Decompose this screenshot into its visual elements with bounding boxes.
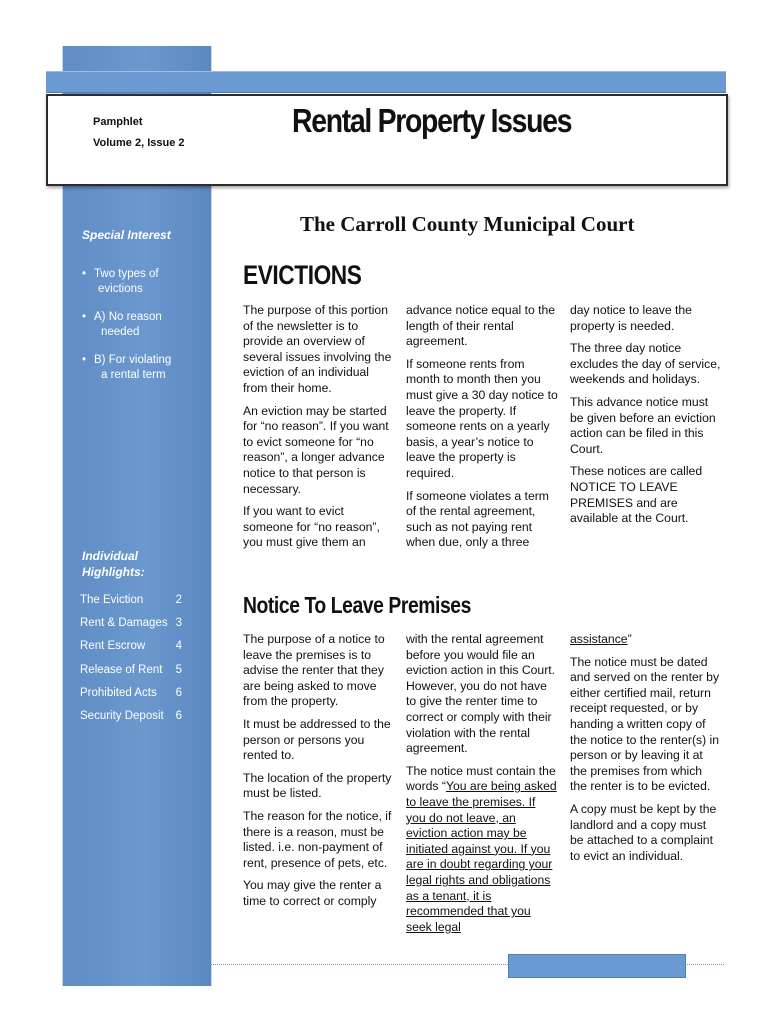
highlight-label: Release of Rent [80, 664, 163, 676]
highlight-item[interactable] [80, 640, 190, 652]
paragraph: It must be addressed to the person or persons you rented to. [243, 716, 391, 763]
bullet-dot: • [82, 268, 87, 280]
evictions-heading: EVICTIONS [243, 260, 362, 290]
sidebar-bullet [82, 310, 202, 340]
paragraph: The location of the property must be listed. [243, 770, 392, 801]
bullet-text: needed [101, 326, 140, 338]
paragraph: This advance notice must be given before an eviction action can be filed in this Court. [570, 394, 716, 456]
highlight-item[interactable] [80, 687, 190, 699]
highlight-item[interactable] [80, 710, 190, 722]
paragraph: The notice must be dated and served on the renter by either certified mail, return receipt requested, or by handing a written copy of the notice to the renter(s) in person or by leaving it at the premises from which the renter is to be evicted. [570, 654, 720, 794]
closing-quote: ” [627, 632, 632, 646]
notice-heading: Notice To Leave Premises [243, 592, 471, 618]
volume-issue-label: Volume 2, Issue 2 [93, 137, 185, 149]
paragraph: You may give the renter a time to correct or comply [243, 878, 382, 908]
highlight-page: 3 [175, 617, 182, 629]
sidebar-panel [62, 46, 212, 986]
highlights-heading-line: Individual [82, 549, 139, 563]
sidebar-bullet [82, 353, 202, 383]
highlights-heading [82, 548, 145, 580]
paragraph: If someone rents from month to month then you must give a 30 day notice to leave the property. If someone rents on a yearly basis, a year’s notice to leave the property is required. [406, 356, 558, 480]
notice-column-2 [406, 632, 558, 942]
top-accent-bar [46, 71, 726, 93]
bullet-dot: • [82, 311, 87, 323]
highlight-page: 6 [175, 710, 182, 722]
bullet-text: Two types of [94, 268, 159, 280]
paragraph: The purpose of a notice to leave the premises is to advise the renter that they are being asked to move from the property. [243, 632, 385, 709]
highlight-item[interactable] [80, 594, 190, 606]
highlight-label: Rent & Damages [80, 617, 168, 629]
bullet-text: a rental term [101, 369, 166, 381]
footer-accent-block [508, 954, 686, 978]
paragraph: An eviction may be started for “no reason”. If you want to evict someone for “no reason”, a longer advance notice to that person is necessary. [243, 403, 389, 496]
paragraph: These notices are called NOTICE TO LEAVE PREMISES and are available at the Court. [570, 464, 703, 526]
paragraph [570, 632, 722, 648]
paragraph: If you want to evict someone for “no reason”, you must give them an [243, 504, 380, 550]
paragraph: If someone violates a term of the rental agreement, such as not paying rent when due, only a three [406, 488, 549, 550]
highlights-heading-line: Highlights: [82, 565, 145, 579]
highlight-label: Prohibited Acts [80, 687, 157, 699]
paragraph: The reason for the notice, if there is a reason, must be listed. i.e. non-payment of rent, presence of pets, etc. [243, 808, 392, 870]
highlight-page: 5 [175, 664, 182, 676]
paragraph: with the rental agreement before you would file an eviction action in this Court. However, you do not have to give the renter time to correct or comply with their violation with the rental agreement. [406, 632, 556, 756]
bullet-text: A) No reason [94, 311, 162, 323]
court-title: The Carroll County Municipal Court [300, 212, 635, 236]
highlight-label: Rent Escrow [80, 640, 146, 652]
pamphlet-label: Pamphlet [93, 116, 143, 128]
evictions-column-1 [243, 303, 395, 558]
special-interest-heading: Special Interest [82, 228, 171, 242]
highlight-page: 6 [175, 687, 182, 699]
sidebar-bullet [82, 267, 202, 297]
highlight-label: Security Deposit [80, 710, 164, 722]
page-title: Rental Property Issues [292, 102, 572, 139]
highlight-item[interactable] [80, 617, 190, 629]
quoted-notice-text: assistance [570, 632, 628, 646]
paragraph: The three day notice excludes the day of service, weekends and holidays. [570, 341, 721, 387]
quoted-notice-text: You are being asked to leave the premises. If you do not leave, an eviction action may be initiated against you. If you are in doubt regarding your legal rights and obligations as a tenant, it is recommended that you seek legal [406, 779, 557, 934]
bullet-text: B) For violating [94, 354, 172, 366]
highlight-page: 2 [175, 594, 182, 606]
highlight-item[interactable] [80, 664, 190, 676]
bullet-text: evictions [98, 283, 143, 295]
evictions-column-3 [570, 303, 722, 534]
highlight-label: The Eviction [80, 594, 144, 606]
paragraph: A copy must be kept by the landlord and a copy must be attached to a complaint to evict an individual. [570, 801, 717, 863]
notice-column-3 [570, 632, 722, 871]
paragraph: day notice to leave the property is needed. [570, 303, 692, 333]
paragraph-lead: The notice must contain the words “ [406, 763, 556, 794]
highlight-page: 4 [175, 640, 182, 652]
evictions-column-2 [406, 303, 558, 558]
bullet-dot: • [82, 354, 87, 366]
masthead [46, 94, 728, 186]
paragraph [406, 764, 558, 936]
paragraph: The purpose of this portion of the newsletter is to provide an overview of several issues involving the eviction of an individual from their home. [243, 303, 392, 395]
paragraph: advance notice equal to the length of their rental agreement. [406, 303, 556, 349]
notice-column-1 [243, 632, 395, 917]
